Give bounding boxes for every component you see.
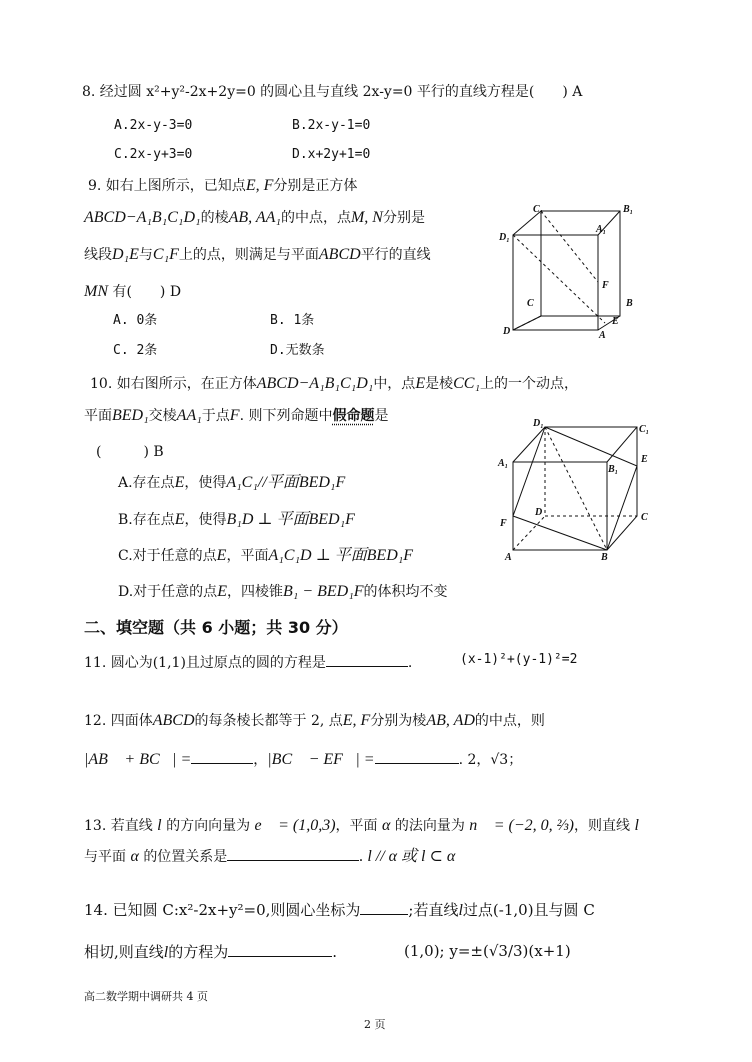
q13-line-2: 与平面 α 的位置关系是 . l // α 或 l ⊂ α — [84, 848, 456, 865]
q10-label-a: A — [505, 552, 512, 563]
q9-label-d1: D₁ — [499, 232, 510, 243]
q12-blank-2[interactable] — [375, 749, 459, 764]
q14-blank-2[interactable] — [228, 942, 332, 957]
q9-cube-figure — [495, 198, 647, 344]
q11-line: 11. 圆心为(1,1)且过原点的圆的方程是 . — [84, 652, 412, 672]
q10-option-a: A.存在点E，使得A₁C₁//平面BED₁F — [118, 474, 346, 491]
q8-option-c: C.2x-y+3=0 — [114, 147, 193, 162]
q10-line-1: 10. 如右图所示，在正方体ABCD−A₁B₁C₁D₁中，点E是棱CC₁上的一个动点， — [90, 375, 578, 392]
q10-label-e: E — [641, 454, 648, 465]
q9-option-a: A. 0条 — [113, 313, 158, 328]
q10-label-b: B — [601, 552, 608, 563]
q13-answer-blank[interactable] — [227, 846, 359, 861]
q9-label-d: D — [503, 326, 511, 337]
q10-label-a1: A₁ — [498, 458, 509, 469]
q10-line-3: ( ) B — [96, 444, 164, 460]
q10-label-c: C — [641, 512, 648, 523]
q10-cube-figure — [495, 414, 659, 564]
q14-line-2: 相切,则直线l的方程为 . — [84, 943, 338, 961]
q9-line-2: ABCD−A₁B₁C₁D₁的棱AB, AA₁的中点，点M, N分别是 — [84, 209, 425, 226]
q10-label-c1: C₁ — [639, 424, 650, 435]
q9-label-c: C — [527, 298, 534, 309]
q9-line-1: 9. 如右上图所示，已知点E, F分别是正方体 — [88, 177, 358, 194]
q9-line-3: 线段D₁E与C₁F上的点，则满足与平面ABCD平行的直线 — [84, 246, 431, 263]
q12-line-2: |AB⃗ + BC⃗| = ，|BC⃗ − EF⃗| = . 2，√3； — [84, 751, 523, 768]
q9-label-a: A — [599, 330, 606, 341]
q11-answer: (x-1)²+(y-1)²=2 — [460, 652, 578, 667]
q8-stem: 8. 经过圆 x²+y²-2x+2y=0 的圆心且与直线 2x-y=0 平行的直线方程是( ) A — [82, 84, 583, 100]
q14-answer: (1,0); y=±(√3/3)(x+1) — [404, 942, 571, 960]
q9-label-e: E — [612, 316, 619, 327]
q11-answer-blank[interactable] — [326, 652, 408, 667]
q10-label-d: D — [535, 507, 543, 518]
q9-line-4: MN 有( ) D — [84, 283, 182, 300]
q10-option-b: B.存在点E，使得B₁D ⊥ 平面BED₁F — [118, 511, 355, 528]
q10-option-c: C.对于任意的点E，平面A₁C₁D ⊥ 平面BED₁F — [118, 547, 414, 564]
q10-label-b1: B₁ — [608, 464, 619, 475]
page-number: 2 页 — [364, 1018, 386, 1031]
q9-option-d: D.无数条 — [270, 343, 325, 358]
q10-label-d1: D₁ — [533, 418, 544, 429]
q14-blank-1[interactable] — [360, 900, 408, 915]
q12-line-1: 12. 四面体ABCD的每条棱长都等于 2, 点E, F分别为棱AB, AD的中点，则 — [84, 712, 545, 729]
footer-left: 高二数学期中调研共 4 页 — [84, 990, 208, 1003]
q9-option-c: C. 2条 — [113, 343, 158, 358]
q8-option-b: B.2x-y-1=0 — [292, 118, 371, 133]
q14-line-1: 14. 已知圆 C:x²-2x+y²=0,则圆心坐标为 ;若直线l过点(-1,0)且与圆 C — [84, 901, 595, 919]
q9-label-c1: C₁ — [533, 204, 544, 215]
q10-option-d: D.对于任意的点E，四棱锥B₁ − BED₁F的体积均不变 — [118, 583, 448, 600]
q9-label-f: F — [602, 280, 609, 291]
q13-line-1: 13. 若直线 l 的方向向量为 e⃗ = (1,0,3)，平面 α 的法向量为 n⃗ = (−2, 0, ⅔)，则直线 l — [84, 817, 639, 834]
q8-option-d: D.x+2y+1=0 — [292, 147, 371, 162]
q8-option-a: A.2x-y-3=0 — [114, 118, 193, 133]
q12-blank-1[interactable] — [191, 749, 253, 764]
q9-label-a1: A₁ — [596, 224, 607, 235]
q10-label-f: F — [500, 518, 507, 529]
q10-line-2: 平面BED₁交棱AA₁于点F. 则下列命题中假命题是 — [84, 407, 389, 424]
q9-label-b1: B₁ — [623, 204, 634, 215]
section-heading-fill-in: 二、填空题（共 6 小题；共 30 分） — [84, 618, 348, 637]
q9-label-b: B — [626, 298, 633, 309]
q9-option-b: B. 1条 — [270, 313, 315, 328]
